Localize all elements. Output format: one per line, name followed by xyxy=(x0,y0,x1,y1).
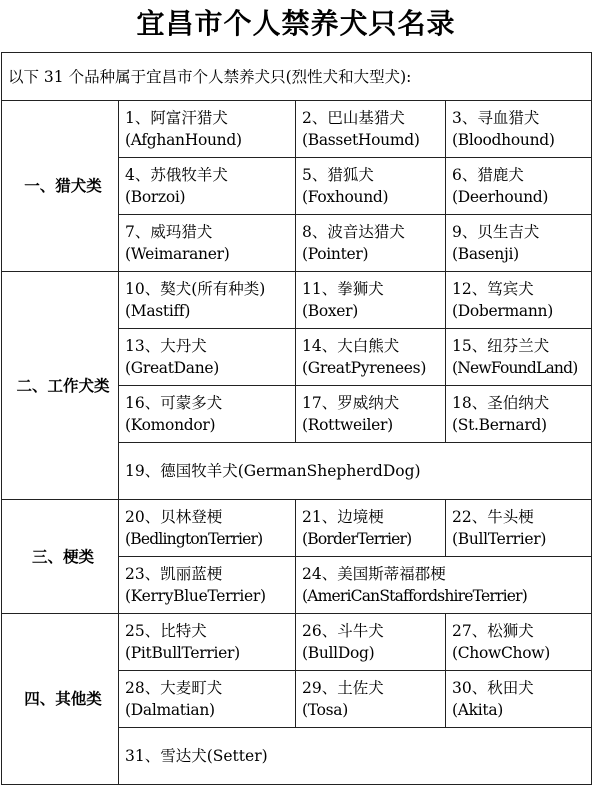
breed-cell-wide xyxy=(296,557,592,614)
breed-cn: 29、土佐犬 xyxy=(302,679,384,697)
banned-dog-table xyxy=(1,52,592,785)
breed-cn: 18、圣伯纳犬 xyxy=(452,394,550,412)
breed-cell xyxy=(296,158,446,215)
breed-cell xyxy=(119,386,296,443)
breed-en: (Dalmatian) xyxy=(125,701,215,719)
breed-en: (NewFoundLand) xyxy=(452,359,578,377)
breed-en: (Foxhound) xyxy=(302,188,389,206)
breed-en: (Pointer) xyxy=(302,245,369,263)
breed-cn: 3、寻血猎犬 xyxy=(452,109,540,127)
breed-en: (BassetHoumd) xyxy=(302,131,420,149)
breed-cn: 27、松狮犬 xyxy=(452,622,534,640)
breed-en: (Mastiff) xyxy=(125,302,191,320)
breed-en: (Rottweiler) xyxy=(302,416,393,434)
breed-cn: 7、威玛猎犬 xyxy=(125,223,213,241)
breed-cn: 17、罗威纳犬 xyxy=(302,394,400,412)
breed-cell xyxy=(446,614,592,671)
category-hound-label: 一、猎犬类 xyxy=(2,101,119,272)
breed-cn: 21、边境梗 xyxy=(302,508,384,526)
breed-en: (BullDog) xyxy=(302,644,375,662)
breed-en: (Dobermann) xyxy=(452,302,553,320)
breed-cell-wide: 31、雪达犬(Setter) xyxy=(119,728,592,785)
breed-cn: 30、秋田犬 xyxy=(452,679,534,697)
breed-cn: 6、猎鹿犬 xyxy=(452,166,524,184)
breed-cn: 4、苏俄牧羊犬 xyxy=(125,166,228,184)
breed-en: (BorderTerrier) xyxy=(302,530,412,548)
breed-cn: 14、大白熊犬 xyxy=(302,337,400,355)
intro-text: 以下 31 个品种属于宜昌市个人禁养犬只(烈性犬和大型犬): xyxy=(2,53,592,101)
breed-en: (ChowChow) xyxy=(452,644,550,662)
breed-cell xyxy=(119,272,296,329)
breed-cell xyxy=(446,101,592,158)
category-working-label: 二、工作犬类 xyxy=(2,272,119,500)
breed-en: (PitBullTerrier) xyxy=(125,644,240,662)
breed-cn: 16、可蒙多犬 xyxy=(125,394,223,412)
breed-en: (Deerhound) xyxy=(452,188,549,206)
breed-cn: 1、阿富汗猎犬 xyxy=(125,109,228,127)
breed-cell xyxy=(296,101,446,158)
breed-cell xyxy=(446,329,592,386)
breed-cn: 24、美国斯蒂福郡梗 xyxy=(302,565,446,583)
breed-cn: 25、比特犬 xyxy=(125,622,207,640)
breed-cn: 11、拳狮犬 xyxy=(302,280,384,298)
breed-en: (Boxer) xyxy=(302,302,359,320)
breed-cell xyxy=(446,215,592,272)
breed-cell xyxy=(119,215,296,272)
breed-cell-wide: 19、德国牧羊犬(GermanShepherdDog) xyxy=(119,443,592,500)
breed-en: (Bloodhound) xyxy=(452,131,555,149)
breed-cn: 12、笃宾犬 xyxy=(452,280,534,298)
breed-cell xyxy=(296,215,446,272)
breed-cn: 23、凯丽蓝梗 xyxy=(125,565,223,583)
breed-en: (Akita) xyxy=(452,701,504,719)
breed-cn: 8、波音达猎犬 xyxy=(302,223,405,241)
breed-en: (Komondor) xyxy=(125,416,216,434)
breed-cell xyxy=(119,500,296,557)
breed-cell xyxy=(446,671,592,728)
breed-cell xyxy=(446,386,592,443)
breed-cell xyxy=(296,614,446,671)
page-title: 宜昌市个人禁养犬只名录 xyxy=(136,7,456,40)
breed-cn: 22、牛头梗 xyxy=(452,508,534,526)
breed-cell xyxy=(296,272,446,329)
breed-cell xyxy=(296,671,446,728)
breed-cell xyxy=(446,158,592,215)
breed-en: (AfghanHound) xyxy=(125,131,242,149)
breed-en: (KerryBlueTerrier) xyxy=(125,587,266,605)
breed-en: (Basenji) xyxy=(452,245,519,263)
breed-en: (St.Bernard) xyxy=(452,416,547,434)
breed-cell xyxy=(119,158,296,215)
category-terrier-label: 三、梗类 xyxy=(2,500,119,614)
breed-cell xyxy=(119,614,296,671)
breed-cn: 13、大丹犬 xyxy=(125,337,207,355)
breed-en: (Borzoi) xyxy=(125,188,186,206)
breed-cell xyxy=(446,500,592,557)
breed-cell xyxy=(119,671,296,728)
breed-en: (GreatPyrenees) xyxy=(302,359,427,377)
breed-en: (Tosa) xyxy=(302,701,348,719)
breed-en: (BullTerrier) xyxy=(452,530,547,548)
breed-cn: 20、贝林登梗 xyxy=(125,508,223,526)
breed-cn: 15、纽芬兰犬 xyxy=(452,337,550,355)
breed-cn: 9、贝生吉犬 xyxy=(452,223,540,241)
breed-en: (Weimaraner) xyxy=(125,245,230,263)
breed-cell xyxy=(296,386,446,443)
category-other-label: 四、其他类 xyxy=(2,614,119,785)
breed-cell xyxy=(119,329,296,386)
breed-cn: 10、獒犬(所有种类) xyxy=(125,280,266,298)
breed-cell xyxy=(296,329,446,386)
breed-cell xyxy=(119,557,296,614)
breed-cell xyxy=(119,101,296,158)
breed-cell xyxy=(446,272,592,329)
breed-cn: 26、斗牛犬 xyxy=(302,622,384,640)
breed-cn: 2、巴山基猎犬 xyxy=(302,109,405,127)
breed-en: (BedlingtonTerrier) xyxy=(125,530,263,548)
breed-cn: 5、猎狐犬 xyxy=(302,166,374,184)
breed-en: (GreatDane) xyxy=(125,359,220,377)
breed-cn: 28、大麦町犬 xyxy=(125,679,223,697)
breed-en: (AmeriCanStaffordshireTerrier) xyxy=(302,587,527,605)
breed-cell xyxy=(296,500,446,557)
